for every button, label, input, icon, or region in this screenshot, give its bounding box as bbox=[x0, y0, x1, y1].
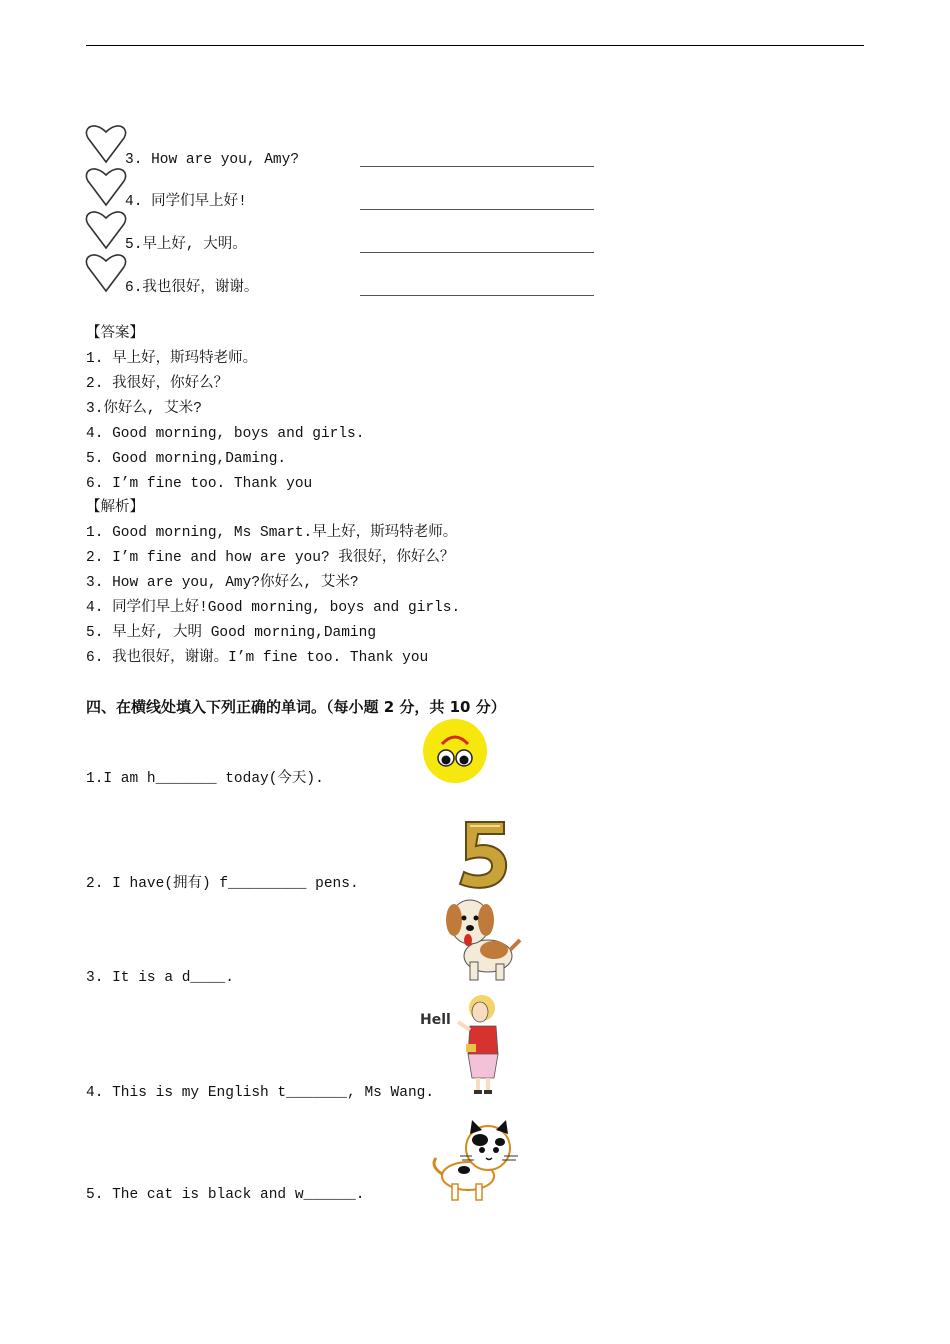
analysis-line: 3. How are you, Amy?你好么, 艾米? bbox=[86, 575, 359, 591]
cat-icon bbox=[428, 1118, 524, 1204]
analysis-line: 1. Good morning, Ms Smart.早上好，斯玛特老师。 bbox=[86, 525, 458, 541]
analysis-line: 4. 同学们早上好!Good morning, boys and girls. bbox=[86, 600, 461, 616]
dog-icon bbox=[440, 892, 524, 984]
analysis-line: 6. 我也很好，谢谢。I’m fine too. Thank you bbox=[86, 650, 429, 666]
heart-icon bbox=[84, 165, 128, 209]
answer-line: 3.你好么, 艾米? bbox=[86, 401, 203, 417]
fill-item-3: 3. It is a d____. bbox=[86, 970, 234, 986]
heart-icon bbox=[84, 122, 128, 166]
answer-line: 1. 早上好，斯玛特老师。 bbox=[86, 351, 258, 367]
heart-icon bbox=[84, 251, 128, 295]
exercise-item-3: 3. How are you, Amy? bbox=[125, 152, 300, 168]
answer-line: 4. Good morning, boys and girls. bbox=[86, 426, 365, 442]
fill-item-1: 1.I am h_______ today(今天). bbox=[86, 771, 324, 787]
exercise-item-4: 4. 同学们早上好! bbox=[125, 194, 247, 210]
section-four-heading: 四、在横线处填入下列正确的单词。（每小题 2 分，共 10 分） bbox=[86, 698, 506, 716]
answer-line: 5. Good morning,Daming. bbox=[86, 451, 287, 467]
heart-icon bbox=[84, 208, 128, 252]
analysis-header: 【解析】 bbox=[86, 500, 144, 516]
answer-blank-line bbox=[360, 209, 594, 210]
answer-blank-line bbox=[360, 166, 594, 167]
fill-item-2: 2. I have(拥有) f_________ pens. bbox=[86, 876, 359, 892]
exercise-item-5: 5.早上好, 大明。 bbox=[125, 237, 247, 253]
answer-line: 2. 我很好，你好么？ bbox=[86, 376, 229, 392]
analysis-line: 2. I’m fine and how are you? 我很好，你好么？ bbox=[86, 550, 455, 566]
teacher-hello-icon bbox=[454, 992, 506, 1098]
number-five-icon bbox=[454, 818, 512, 892]
answer-blank-line bbox=[360, 252, 594, 253]
answer-blank-line bbox=[360, 295, 594, 296]
answer-line: 6. I’m fine too. Thank you bbox=[86, 476, 313, 492]
answer-header: 【答案】 bbox=[86, 326, 144, 342]
hello-text: Hell bbox=[420, 1012, 451, 1028]
fill-item-4: 4. This is my English t_______, Ms Wang. bbox=[86, 1085, 435, 1101]
smiley-face-icon bbox=[422, 718, 488, 784]
fill-item-5: 5. The cat is black and w______. bbox=[86, 1187, 365, 1203]
analysis-line: 5. 早上好, 大明 Good morning,Daming bbox=[86, 625, 377, 641]
header-rule bbox=[86, 45, 864, 46]
exercise-item-6: 6.我也很好，谢谢。 bbox=[125, 280, 259, 296]
